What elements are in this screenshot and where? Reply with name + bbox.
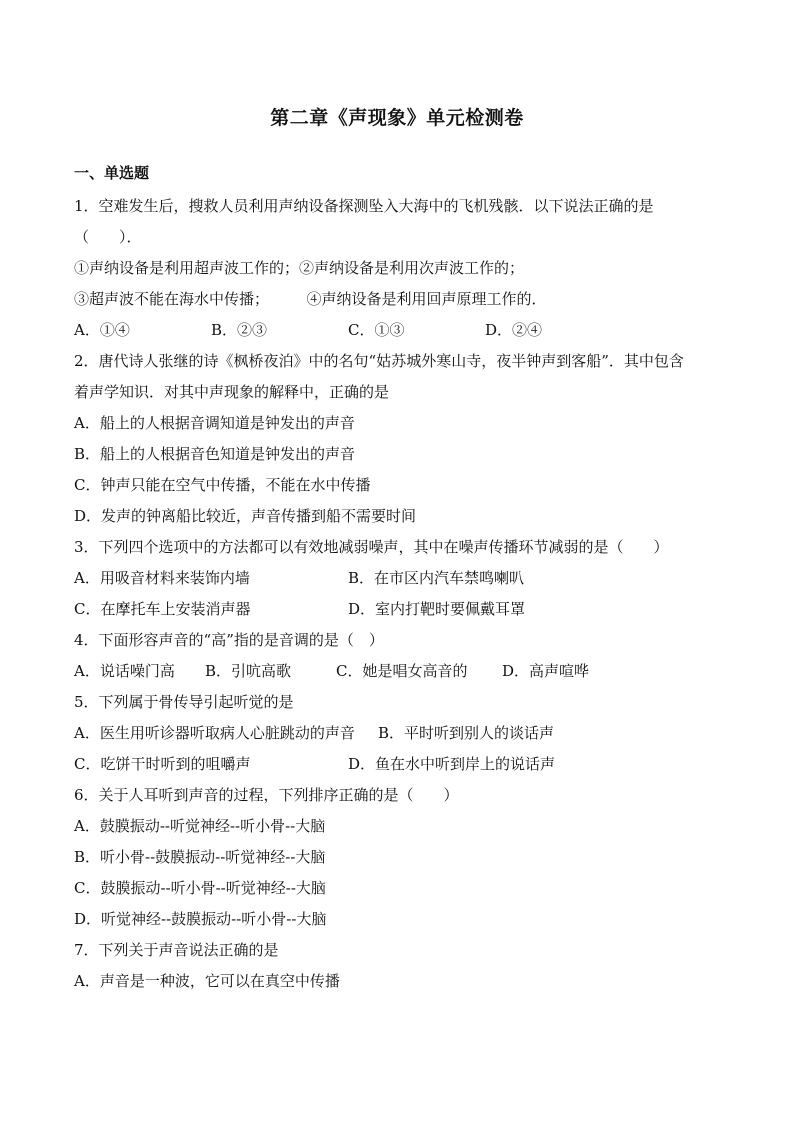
q1-option-b: B．②③ xyxy=(211,321,268,339)
page-title: 第二章《声现象》单元检测卷 xyxy=(270,107,524,129)
q4-option-b: B．引吭高歌 xyxy=(205,662,292,680)
q4-option-a: A．说话噪门高 xyxy=(74,662,175,680)
q6-option-c: C．鼓膜振动--听小骨--听觉神经--大脑 xyxy=(74,879,326,897)
q4-option-d: D．高声喧哗 xyxy=(502,662,590,680)
q3-option-b: B．在市区内汽车禁鸣喇叭 xyxy=(348,569,525,587)
q6-option-b: B．听小骨--鼓膜振动--听觉神经--大脑 xyxy=(74,848,326,866)
q2-stem-line-1: 2．唐代诗人张继的诗《枫桥夜泊》中的名句“姑苏城外寒山寺，夜半钟声到客船”．其中包含 xyxy=(74,352,684,370)
q5-option-a: A．医生用听诊器听取病人心脏跳动的声音 xyxy=(74,724,355,742)
q5-stem: 5．下列属于骨传导引起听觉的是 xyxy=(74,693,294,711)
q1-option-c: C．①③ xyxy=(348,321,405,339)
q1-stem-line-2: （ ）． xyxy=(74,228,142,246)
q1-option-a: A．①④ xyxy=(74,321,130,339)
q6-option-a: A．鼓膜振动--听觉神经--听小骨--大脑 xyxy=(74,817,326,835)
q1-statement-2: ③超声波不能在海水中传播； ④声纳设备是利用回声原理工作的． xyxy=(74,290,547,308)
q2-option-b: B．船上的人根据音色知道是钟发出的声音 xyxy=(74,445,356,463)
q3-option-d: D．室内打靶时要佩戴耳罩 xyxy=(348,600,526,618)
q5-option-b: B．平时听到别人的谈话声 xyxy=(378,724,555,742)
q1-stem-line-1: 1．空难发生后，搜救人员利用声纳设备探测坠入大海中的飞机残骸．以下说法正确的是 xyxy=(74,197,654,215)
q1-option-d: D．②④ xyxy=(485,321,543,339)
q4-option-c: C．她是唱女高音的 xyxy=(336,662,468,680)
q3-stem: 3．下列四个选项中的方法都可以有效地减弱噪声，其中在噪声传播环节减弱的是（ ） xyxy=(74,538,669,556)
q7-stem: 7．下列关于声音说法正确的是 xyxy=(74,941,279,959)
q6-option-d: D．听觉神经--鼓膜振动--听小骨--大脑 xyxy=(74,910,327,928)
section-heading: 一、单选题 xyxy=(74,164,150,182)
q3-option-c: C．在摩托车上安装消声器 xyxy=(74,600,251,618)
q4-stem: 4．下面形容声音的“高”指的是音调的是（ ） xyxy=(74,631,384,649)
q2-option-d: D．发声的钟离船比较近，声音传播到船不需要时间 xyxy=(74,507,417,525)
q2-option-a: A．船上的人根据音调知道是钟发出的声音 xyxy=(74,414,355,432)
q2-stem-line-2: 着声学知识．对其中声现象的解释中，正确的是 xyxy=(74,383,390,401)
q1-statement-1: ①声纳设备是利用超声波工作的；②声纳设备是利用次声波工作的； xyxy=(74,259,525,277)
q3-option-a: A．用吸音材料来装饰内墙 xyxy=(74,569,250,587)
q5-option-d: D．鱼在水中听到岸上的说话声 xyxy=(348,755,556,773)
q7-option-a: A．声音是一种波，它可以在真空中传播 xyxy=(74,972,340,990)
q5-option-c: C．吃饼干时听到的咀嚼声 xyxy=(74,755,251,773)
q2-option-c: C．钟声只能在空气中传播，不能在水中传播 xyxy=(74,476,371,494)
q6-stem: 6．关于人耳听到声音的过程，下列排序正确的是（ ） xyxy=(74,786,459,804)
